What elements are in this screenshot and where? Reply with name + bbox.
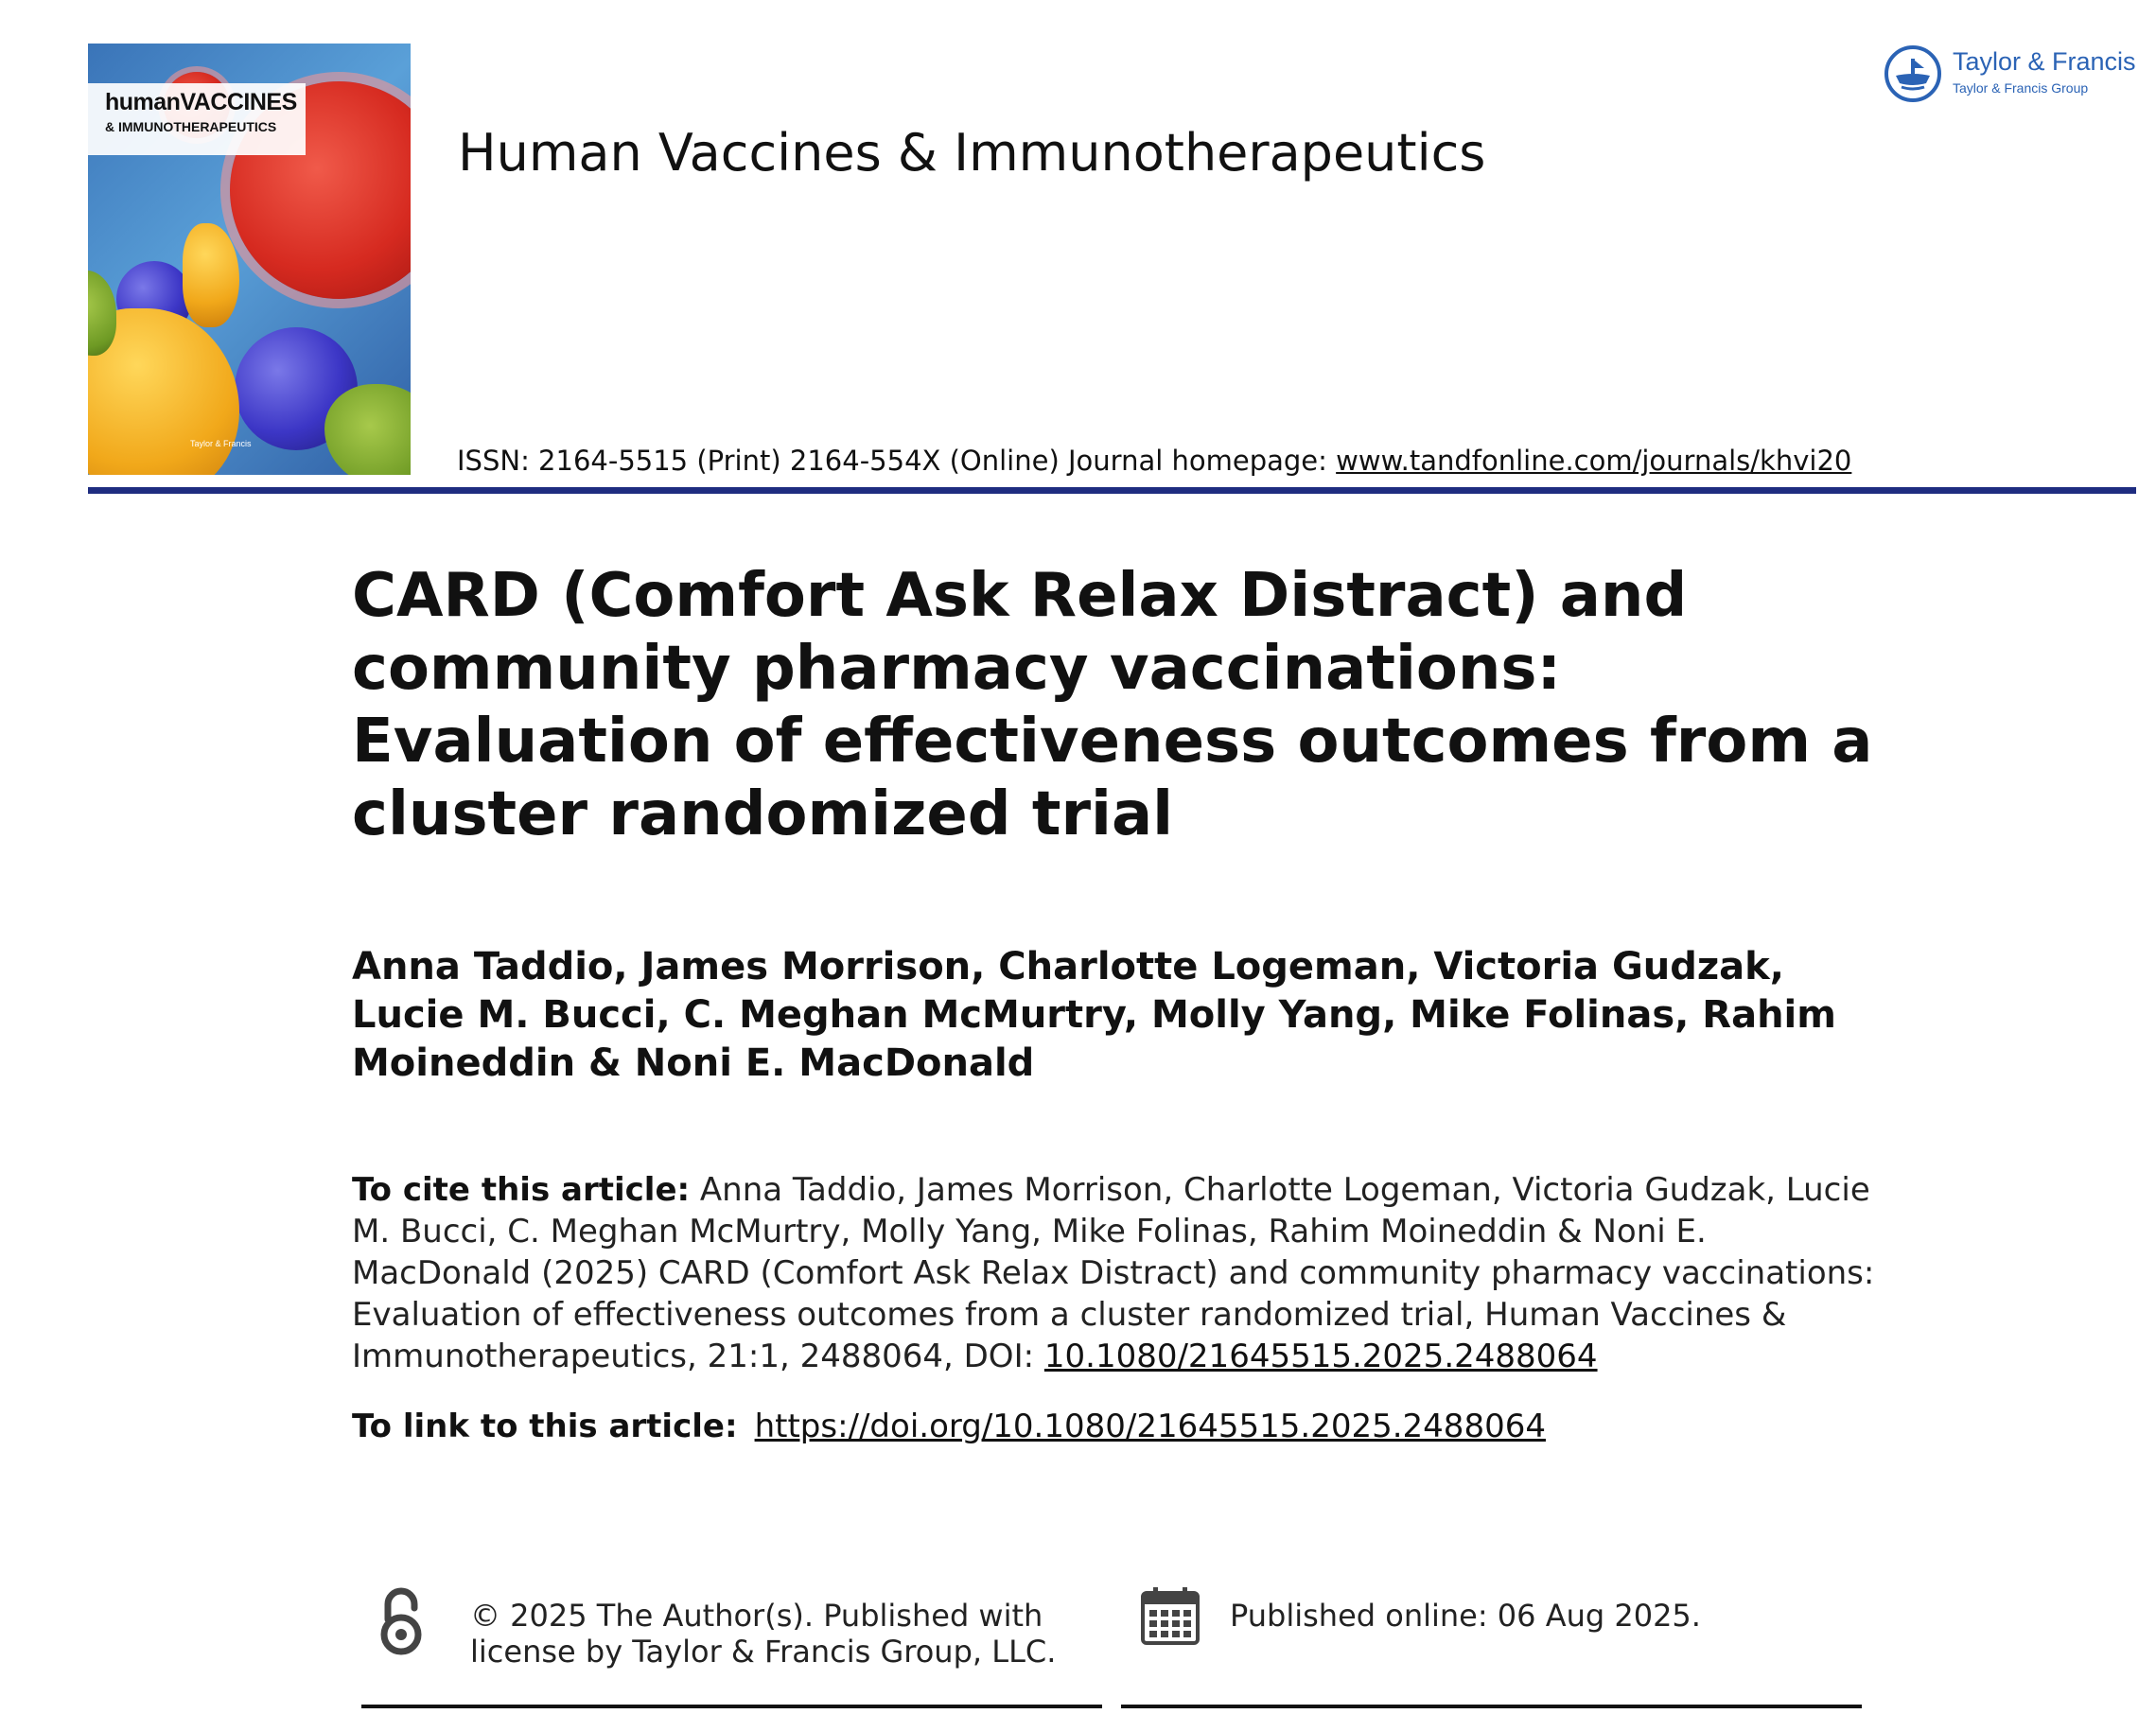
publisher-group: Taylor & Francis Group xyxy=(1953,80,2089,96)
journal-title: Human Vaccines & Immunotherapeutics xyxy=(458,123,1486,183)
article-authors: Anna Taddio, James Morrison, Charlotte Logeman, Victoria Gudzak, Lucie M. Bucci, C. Meghan McMurtry, Molly Yang, Mike Folinas, Rahim Moineddin & Noni E. MacDonald xyxy=(352,945,1836,1085)
article-link-line xyxy=(352,1408,1546,1445)
published-date: Published online: 06 Aug 2025. xyxy=(1230,1598,1701,1634)
open-access-icon xyxy=(377,1587,426,1655)
footer-divider-right xyxy=(1121,1705,1862,1708)
issn-text: ISSN: 2164-5515 (Print) 2164-554X (Online) Journal homepage: xyxy=(457,445,1337,477)
taylor-francis-logo-icon xyxy=(1883,44,1949,104)
footer-divider-left xyxy=(361,1705,1102,1708)
citation-block xyxy=(352,1169,1875,1377)
journal-cover-image xyxy=(88,44,411,475)
cover-blob-graphic xyxy=(324,384,411,475)
cover-publisher-mark: Taylor & Francis xyxy=(190,439,252,448)
citation-text: Anna Taddio, James Morrison, Charlotte Logeman, Victoria Gudzak, Lucie M. Bucci, C. Meghan McMurtry, Molly Yang, Mike Folinas, Rahim Moineddin & Noni E. MacDonald (2025) CARD (Comfort Ask Relax Distract) and community pharmacy vaccinations: Evaluation of effectiveness outcomes from a cluster randomized trial, Human Vaccines & Immunotherapeutics, 21:1, 2488064, DOI: xyxy=(352,1171,1875,1375)
journal-homepage-link[interactable]: www.tandfonline.com/journals/khvi20 xyxy=(1336,445,1852,477)
header-divider xyxy=(88,487,2136,494)
calendar-icon xyxy=(1140,1585,1201,1646)
cover-title: humanVACCINES xyxy=(105,89,297,115)
cover-subtitle: & IMMUNOTHERAPEUTICS xyxy=(105,119,277,134)
publisher-name: Taylor & Francis xyxy=(1953,47,2136,76)
issn-line xyxy=(457,445,1851,477)
doi-link[interactable]: 10.1080/21645515.2025.2488064 xyxy=(1043,1338,1598,1375)
citation-label: To cite this article: xyxy=(352,1171,691,1209)
article-link-label: To link to this article: xyxy=(352,1408,738,1445)
article-doi-url-link[interactable]: https://doi.org/10.1080/21645515.2025.2488064 xyxy=(754,1408,1546,1445)
copyright-notice: © 2025 The Author(s). Published with license by Taylor & Francis Group, LLC. xyxy=(470,1598,1057,1670)
cover-blob-graphic xyxy=(183,223,239,327)
article-title: CARD (Comfort Ask Relax Distract) and community pharmacy vaccinations: Evaluation of effectiveness outcomes from a cluster randomized trial xyxy=(352,561,1873,849)
